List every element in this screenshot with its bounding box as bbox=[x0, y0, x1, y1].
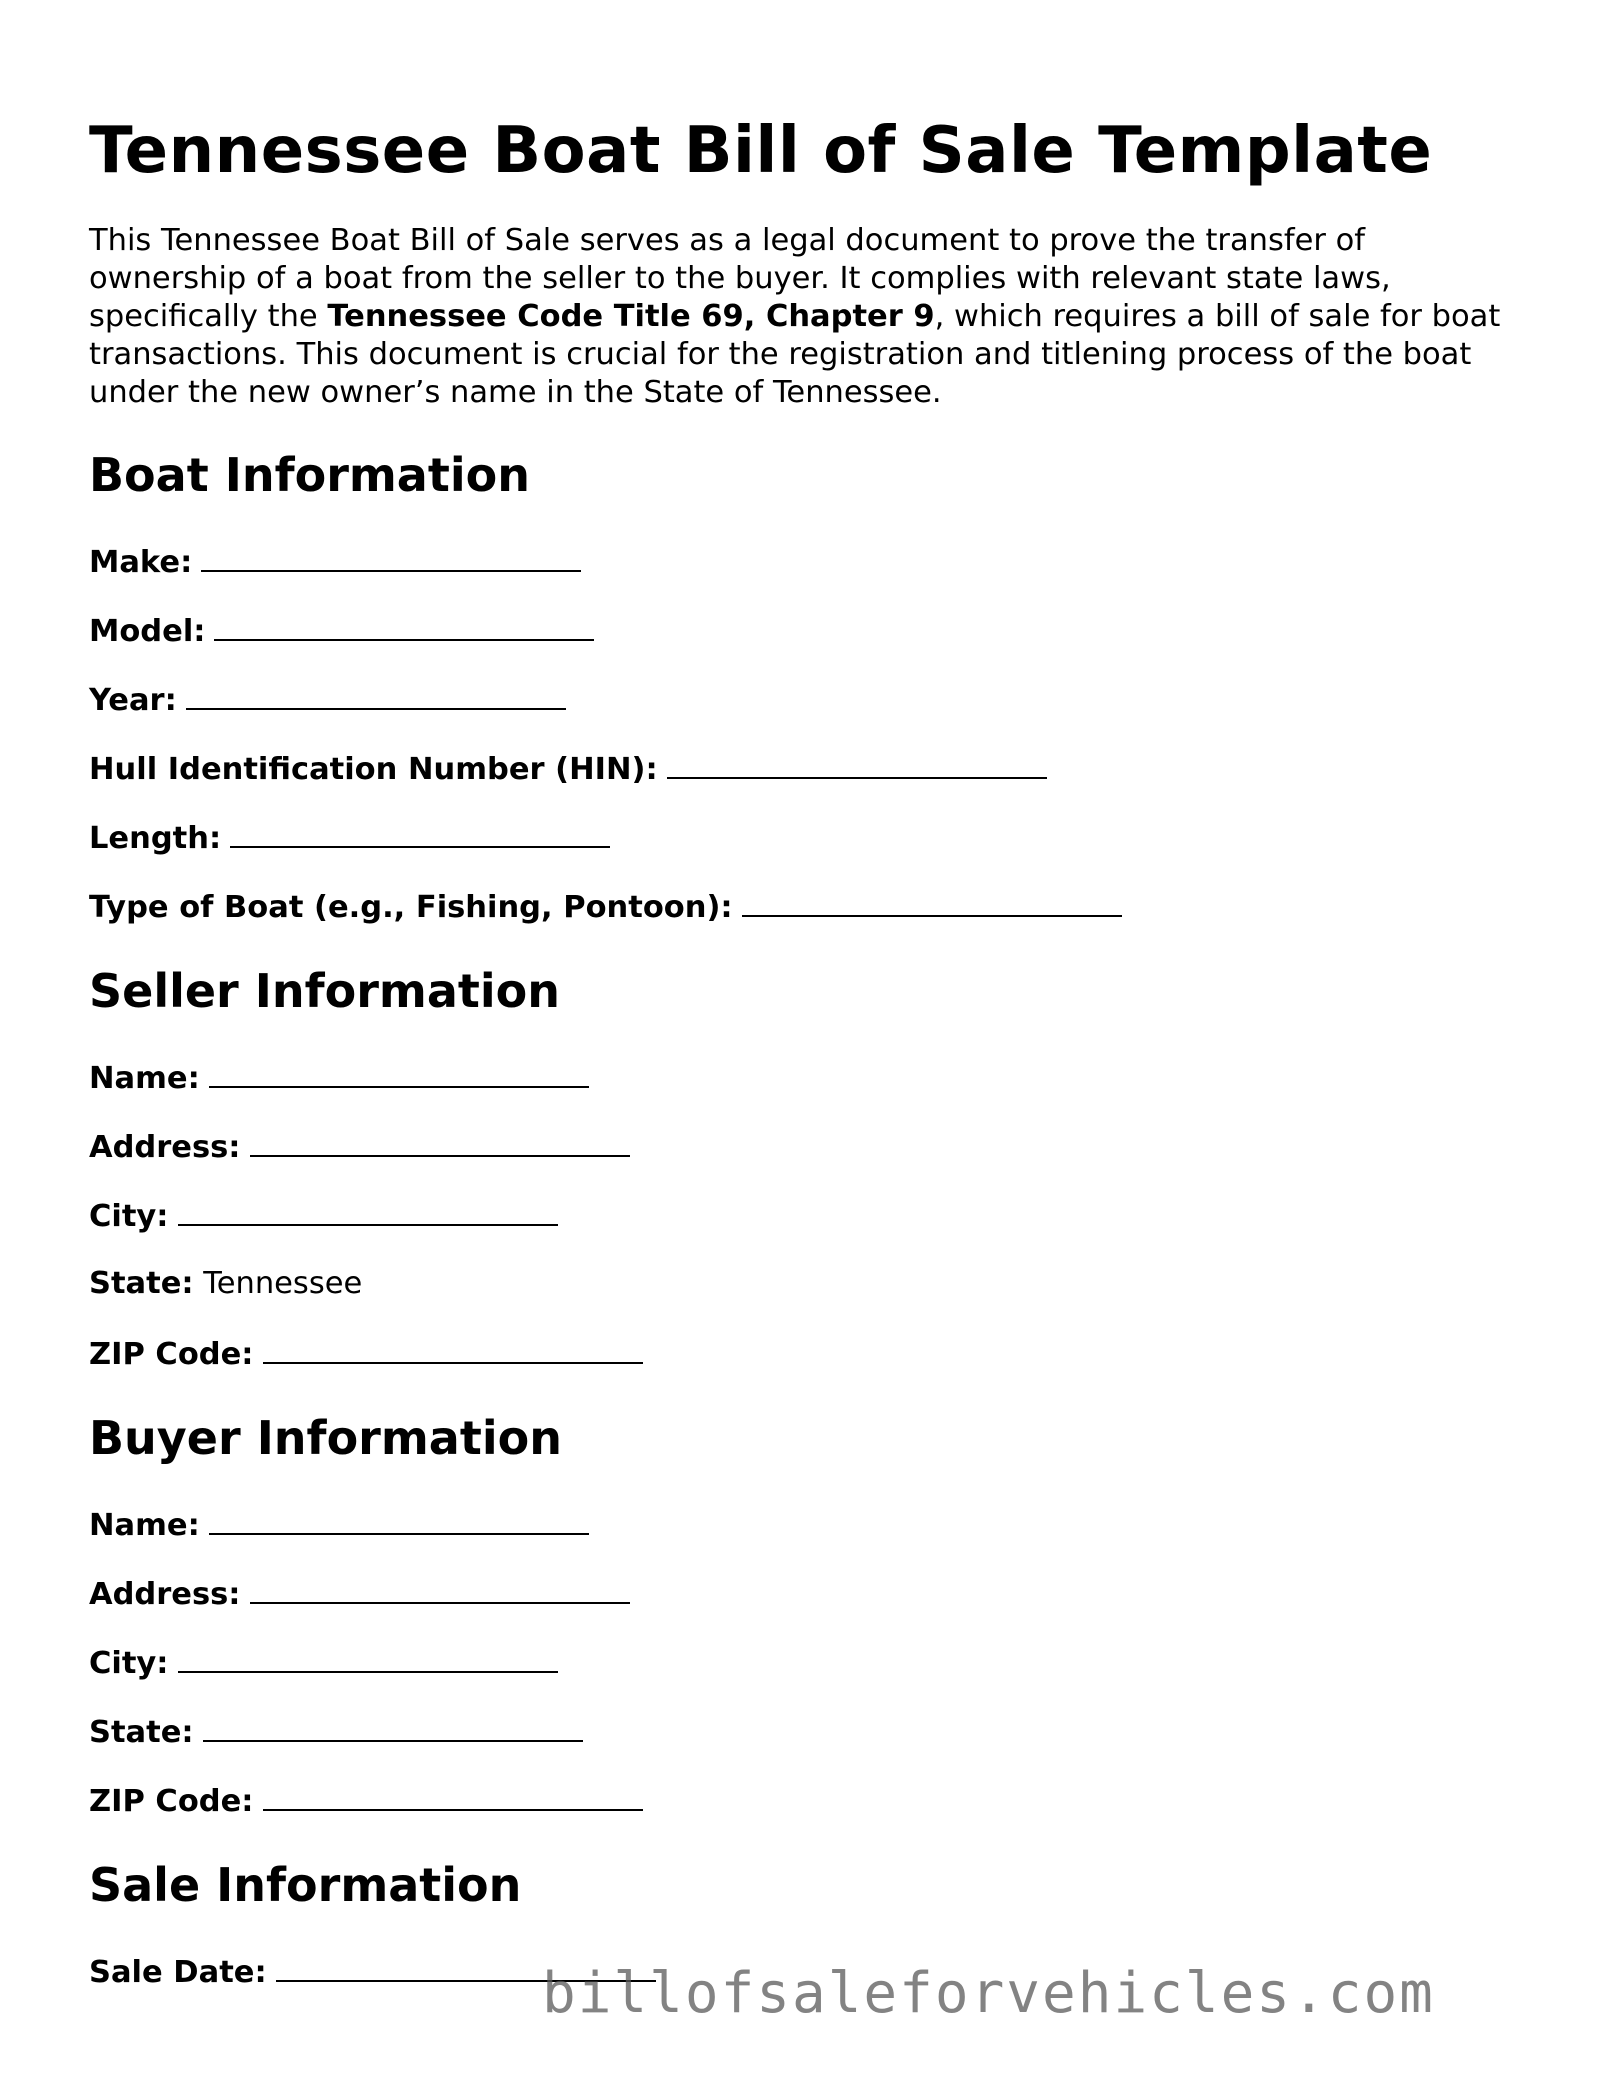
buyer-zip-label: ZIP Code: bbox=[89, 1784, 254, 1819]
intro-text-2: , which requires a bill of sale for boat transactions. This document is crucial for the registration and titlening process of the boat under the new owner’s name in the State of Tennessee. bbox=[89, 299, 1501, 410]
buyer-city-label: City: bbox=[89, 1646, 169, 1681]
boat-type-blank[interactable] bbox=[742, 887, 1122, 917]
boat-length-blank[interactable] bbox=[230, 818, 610, 848]
boat-type-label: Type of Boat (e.g., Fishing, Pontoon): bbox=[89, 890, 733, 925]
boat-length-field bbox=[89, 818, 1529, 856]
boat-information-heading: Boat Information bbox=[89, 448, 530, 502]
boat-hin-label: Hull Identification Number (HIN): bbox=[89, 752, 658, 787]
boat-make-blank[interactable] bbox=[201, 542, 581, 572]
buyer-name-field bbox=[89, 1505, 1529, 1543]
intro-legal-reference: Tennessee Code Title 69, Chapter 9 bbox=[327, 299, 935, 334]
buyer-city-field bbox=[89, 1643, 1529, 1681]
sale-information-heading: Sale Information bbox=[89, 1858, 522, 1912]
site-watermark: billofsaleforvehicles.com bbox=[542, 1961, 1435, 2026]
boat-make-label: Make: bbox=[89, 545, 193, 580]
seller-state-label: State: bbox=[89, 1266, 194, 1301]
seller-zip-label: ZIP Code: bbox=[89, 1337, 254, 1372]
seller-state-value: Tennessee bbox=[203, 1266, 363, 1301]
sale-date-label: Sale Date: bbox=[89, 1955, 267, 1990]
buyer-state-label: State: bbox=[89, 1715, 194, 1750]
seller-address-label: Address: bbox=[89, 1130, 241, 1165]
boat-year-blank[interactable] bbox=[186, 680, 566, 710]
seller-city-field bbox=[89, 1196, 1529, 1234]
boat-year-field bbox=[89, 680, 1529, 718]
document-title: Tennessee Boat Bill of Sale Template bbox=[89, 114, 1433, 188]
buyer-information-heading: Buyer Information bbox=[89, 1411, 562, 1465]
buyer-state-blank[interactable] bbox=[203, 1712, 583, 1742]
seller-zip-field bbox=[89, 1334, 1529, 1372]
buyer-city-blank[interactable] bbox=[178, 1643, 558, 1673]
seller-name-blank[interactable] bbox=[209, 1058, 589, 1088]
buyer-zip-blank[interactable] bbox=[263, 1781, 643, 1811]
document-page bbox=[89, 110, 1529, 1990]
boat-year-label: Year: bbox=[89, 683, 177, 718]
seller-name-label: Name: bbox=[89, 1061, 200, 1096]
boat-length-label: Length: bbox=[89, 821, 222, 856]
intro-text-1: This Tennessee Boat Bill of Sale serves as a legal document to prove the transfer of ownership of a boat from the seller to the buyer. It complies with relevant state laws, specifically the bbox=[89, 223, 1391, 334]
buyer-address-field bbox=[89, 1574, 1529, 1612]
boat-make-field bbox=[89, 542, 1529, 580]
boat-model-field bbox=[89, 611, 1529, 649]
seller-name-field bbox=[89, 1058, 1529, 1096]
buyer-name-blank[interactable] bbox=[209, 1505, 589, 1535]
boat-model-blank[interactable] bbox=[214, 611, 594, 641]
seller-city-label: City: bbox=[89, 1199, 169, 1234]
buyer-address-blank[interactable] bbox=[250, 1574, 630, 1604]
seller-address-blank[interactable] bbox=[250, 1127, 630, 1157]
boat-hin-field bbox=[89, 749, 1529, 787]
buyer-state-field bbox=[89, 1712, 1529, 1750]
seller-address-field bbox=[89, 1127, 1529, 1165]
seller-zip-blank[interactable] bbox=[263, 1334, 643, 1364]
intro-paragraph bbox=[89, 222, 1529, 412]
buyer-address-label: Address: bbox=[89, 1577, 241, 1612]
seller-state-field bbox=[89, 1265, 1529, 1303]
boat-type-field bbox=[89, 887, 1529, 925]
boat-model-label: Model: bbox=[89, 614, 206, 649]
buyer-zip-field bbox=[89, 1781, 1529, 1819]
seller-information-heading: Seller Information bbox=[89, 964, 561, 1018]
boat-hin-blank[interactable] bbox=[667, 749, 1047, 779]
seller-city-blank[interactable] bbox=[178, 1196, 558, 1226]
buyer-name-label: Name: bbox=[89, 1508, 200, 1543]
